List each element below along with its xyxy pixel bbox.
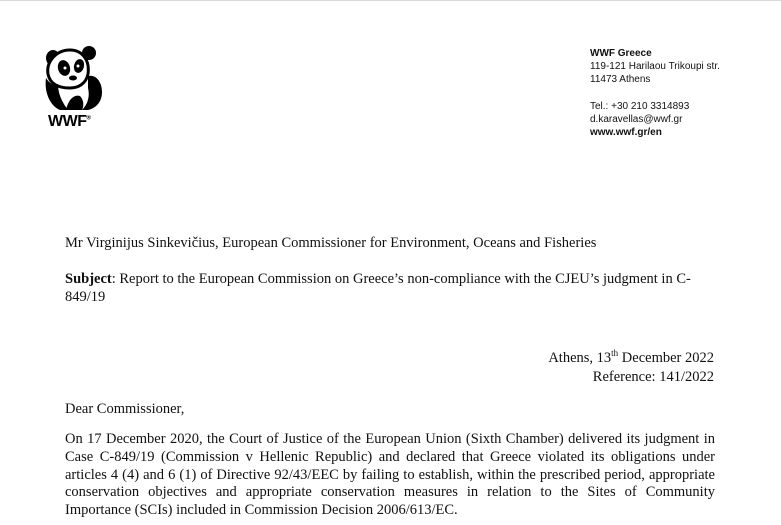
date-reference-block [548,344,714,387]
subject-text: : Report to the European Commission on Greece’s non-compliance with the CJEU’s judgment in C-849/19 [65,271,691,305]
email-link[interactable]: d.karavellas@wwf.gr [590,114,683,125]
greeting: Dear Commissioner, [65,401,185,417]
recipient-line: Mr Virginijus Sinkevičius, European Commissioner for Environment, Oceans and Fisheries [65,235,597,251]
city-address: 11473 Athens [590,74,651,85]
subject-label: Subject [65,271,112,287]
subject-line [65,270,715,306]
date-line: Athens, 13th December 2022 [548,348,714,366]
wwf-wordmark: WWF® [48,113,91,130]
website-link[interactable]: www.wwf.gr/en [590,127,662,138]
body-paragraph: On 17 December 2020, the Court of Justice of the European Union (Sixth Chamber) delivered its judgment in Case C-849/19 (Commission v Hellenic Republic) and declared that Greece violated its obligations under articles 4 (4) and 6 (1) of Directive 92/43/EEC by failing to establish, within the prescribed period, appropriate conservation objectives and appropriate conservation measures in relation to the Sites of Community Importance (SCIs) included in Commission Decision 2006/613/EC. [65,431,715,519]
reference-line: Reference: 141/2022 [592,368,714,385]
wwf-panda-logo [44,44,112,136]
street-address: 119-121 Harilaou Trikoupi str. [590,61,720,72]
address-block [590,47,720,139]
panda-icon [44,44,106,112]
page-top-border [0,0,781,1]
org-name: WWF Greece [590,48,652,59]
telephone: Tel.: +30 210 3314893 [590,101,690,112]
